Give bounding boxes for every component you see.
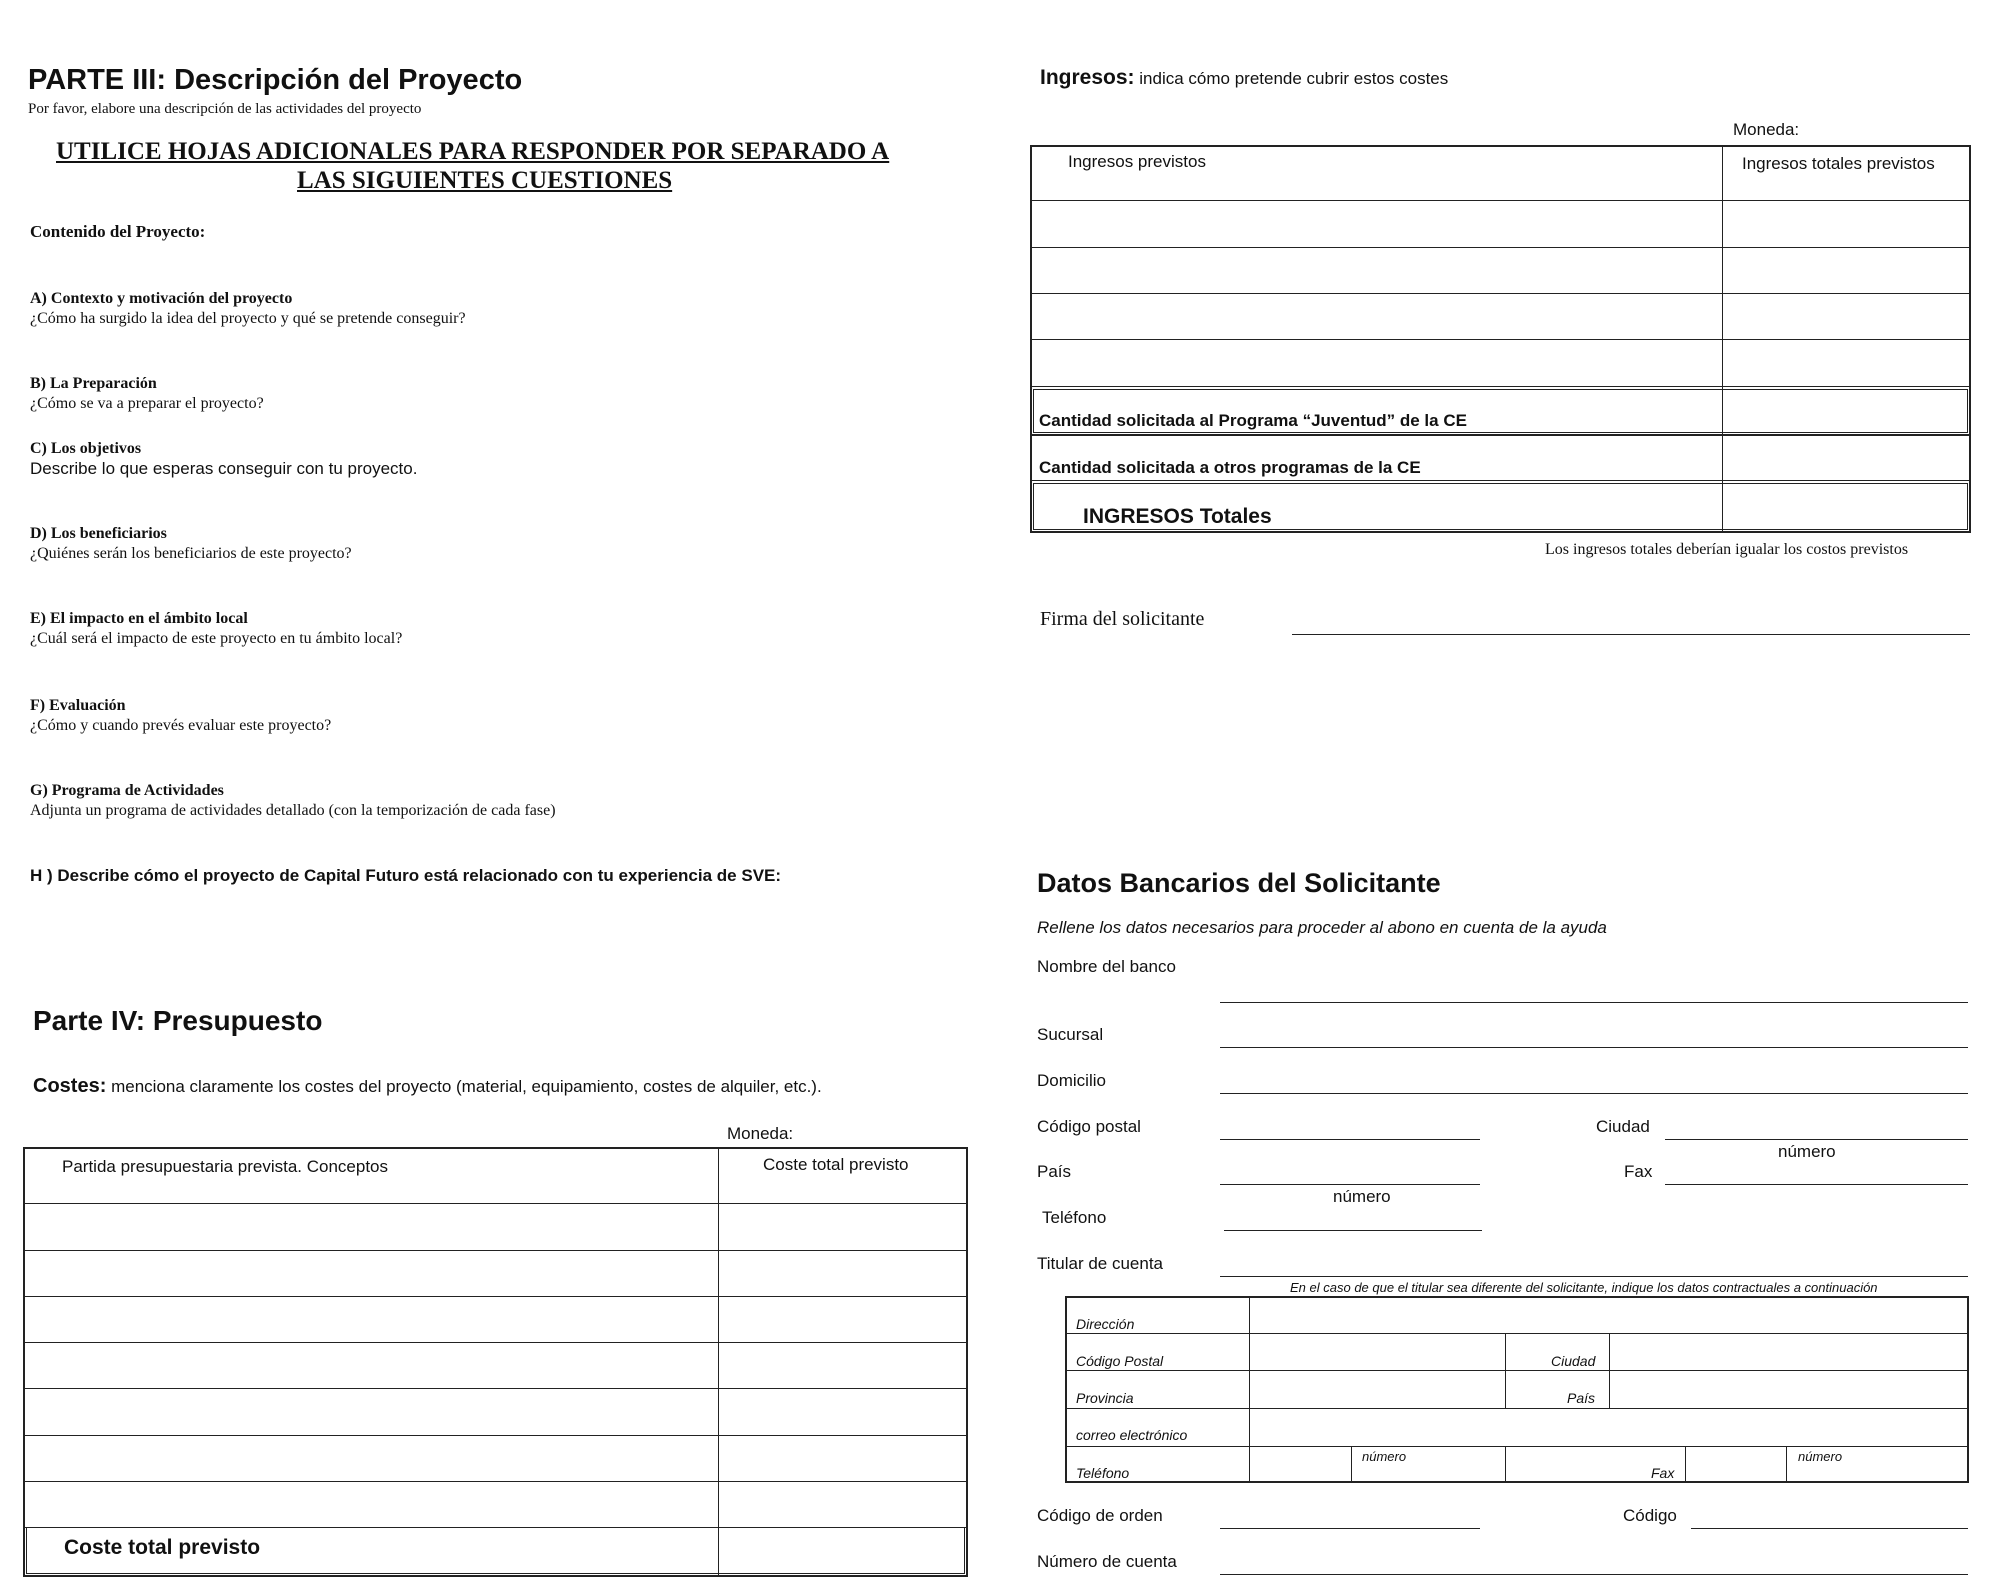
- costs-table: [23, 1147, 968, 1577]
- nombre-banco-label: Nombre del banco: [1037, 957, 1176, 976]
- part3-subtitle: Por favor, elabore una descripción de las actividades del proyecto: [28, 101, 422, 117]
- costes-line: [33, 1075, 822, 1098]
- income-row-otros: Cantidad solicitada a otros programas de la CE: [1039, 458, 1421, 477]
- question-a-text: ¿Cómo ha surgido la idea del proyecto y qué se pretende conseguir?: [30, 310, 466, 327]
- costs-total-label: Coste total previsto: [64, 1536, 261, 1559]
- question-g-text: Adjunta un programa de actividades detallado (con la temporización de cada fase): [30, 802, 556, 819]
- domicilio-label: Domicilio: [1037, 1071, 1106, 1090]
- sucursal-label: Sucursal: [1037, 1025, 1104, 1044]
- income-row-juventud: Cantidad solicitada al Programa “Juventud” de la CE: [1039, 411, 1467, 430]
- notice-line-1: UTILICE HOJAS ADICIONALES PARA RESPONDER POR SEPARADO A: [56, 138, 890, 165]
- holder-pais: País: [1567, 1390, 1596, 1406]
- holder-provincia: Provincia: [1076, 1390, 1134, 1406]
- holder-numero: número: [1362, 1449, 1407, 1464]
- holder-correo: correo electrónico: [1076, 1427, 1188, 1443]
- telefono-line[interactable]: [1224, 1230, 1482, 1231]
- income-total-label: INGRESOS Totales: [1083, 505, 1272, 528]
- codigo-orden-line[interactable]: [1220, 1528, 1480, 1529]
- numero-label-1: número: [1778, 1142, 1836, 1161]
- income-note: Los ingresos totales deberían igualar los costos previstos: [1545, 541, 1909, 558]
- part4-title: Parte IV: Presupuesto: [33, 1005, 323, 1036]
- notice-line-2: LAS SIGUIENTES CUESTIONES: [297, 167, 673, 194]
- holder-telefono: Teléfono: [1076, 1465, 1130, 1481]
- question-a-title: A) Contexto y motivación del proyecto: [30, 290, 293, 307]
- numero-cuenta-line[interactable]: [1220, 1574, 1968, 1575]
- holder-fax: Fax: [1651, 1465, 1675, 1481]
- codigo-postal-label: Código postal: [1037, 1117, 1141, 1136]
- codigo-line[interactable]: [1691, 1528, 1968, 1529]
- costs-col-concepts: Partida presupuestaria prevista. Conceptos: [62, 1157, 389, 1176]
- firma-line[interactable]: [1292, 634, 1970, 635]
- holder-direccion: Dirección: [1076, 1316, 1135, 1332]
- titular-note: En el caso de que el titular sea diferente del solicitante, indique los datos contractuales a continuación: [1290, 1280, 1878, 1295]
- question-b-text: ¿Cómo se va a preparar el proyecto?: [30, 395, 264, 412]
- codigo-orden-label: Código de orden: [1037, 1506, 1163, 1525]
- ingresos-line: [1040, 66, 1448, 90]
- sucursal-line[interactable]: [1220, 1047, 1968, 1048]
- firma-label: Firma del solicitante: [1040, 608, 1205, 630]
- nombre-banco-line[interactable]: [1220, 1002, 1968, 1003]
- question-g-title: G) Programa de Actividades: [30, 782, 224, 799]
- pais-label: País: [1037, 1162, 1072, 1181]
- pais-line[interactable]: [1220, 1184, 1480, 1185]
- titular-label: Titular de cuenta: [1037, 1254, 1163, 1273]
- income-col-totales: Ingresos totales previstos: [1742, 154, 1935, 173]
- ciudad-line[interactable]: [1665, 1139, 1968, 1140]
- costs-moneda-label: Moneda:: [727, 1124, 794, 1143]
- codigo-label: Código: [1623, 1506, 1677, 1525]
- numero-label-2: número: [1333, 1187, 1391, 1206]
- titular-line[interactable]: [1220, 1276, 1968, 1277]
- question-b-title: B) La Preparación: [30, 375, 157, 392]
- codigo-postal-line[interactable]: [1220, 1139, 1480, 1140]
- telefono-label: Teléfono: [1042, 1208, 1107, 1227]
- numero-cuenta-label: Número de cuenta: [1037, 1552, 1177, 1571]
- question-f-text: ¿Cómo y cuando prevés evaluar este proyecto?: [30, 717, 332, 734]
- question-e-title: E) El impacto en el ámbito local: [30, 610, 248, 627]
- costs-total-row: [23, 1527, 968, 1577]
- question-c-text: Describe lo que esperas conseguir con tu proyecto.: [30, 459, 418, 478]
- costes-text: menciona claramente los costes del proyecto (material, equipamiento, costes de alquiler, etc.).: [111, 1077, 822, 1096]
- domicilio-line[interactable]: [1220, 1093, 1968, 1094]
- contenido-label: Contenido del Proyecto:: [30, 222, 206, 241]
- question-f-title: F) Evaluación: [30, 697, 126, 714]
- costes-label: Costes:: [33, 1075, 107, 1097]
- holder-codigo-postal: Código Postal: [1076, 1353, 1164, 1369]
- bank-title: Datos Bancarios del Solicitante: [1037, 868, 1441, 898]
- question-h: H ) Describe cómo el proyecto de Capital Futuro está relacionado con tu experiencia de SVE:: [30, 866, 782, 885]
- holder-ciudad: Ciudad: [1551, 1353, 1596, 1369]
- fax-line[interactable]: [1665, 1184, 1968, 1185]
- question-d-title: D) Los beneficiarios: [30, 525, 167, 542]
- question-c-title: C) Los objetivos: [30, 440, 142, 457]
- question-d-text: ¿Quiénes serán los beneficiarios de este proyecto?: [30, 545, 352, 562]
- question-e-text: ¿Cuál será el impacto de este proyecto en tu ámbito local?: [30, 630, 403, 647]
- part3-title: PARTE III: Descripción del Proyecto: [28, 64, 523, 96]
- ingresos-text: indica cómo pretende cubrir estos costes: [1139, 69, 1449, 88]
- bank-subtitle: Rellene los datos necesarios para proceder al abono en cuenta de la ayuda: [1037, 918, 1607, 937]
- costs-col-total: Coste total previsto: [763, 1155, 909, 1174]
- income-moneda-label: Moneda:: [1733, 120, 1800, 139]
- income-col-previstos: Ingresos previstos: [1068, 152, 1206, 171]
- ingresos-label: Ingresos:: [1040, 66, 1135, 89]
- costs-table-divider: [718, 1147, 719, 1577]
- ciudad-label: Ciudad: [1596, 1117, 1650, 1136]
- fax-label: Fax: [1624, 1162, 1653, 1181]
- holder-numero-fax: número: [1798, 1449, 1843, 1464]
